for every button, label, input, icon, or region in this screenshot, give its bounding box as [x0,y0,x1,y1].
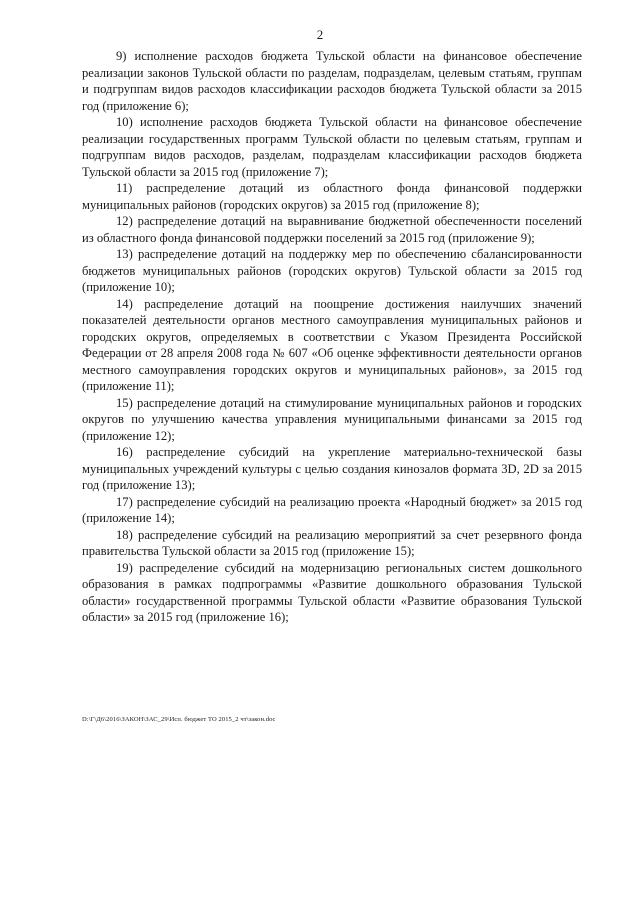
document-body [82,48,582,626]
list-item-15: 15) распределение дотаций на стимулирование муниципальных районов и городских округов по улучшению качества управления муниципальными финансами за 2015 год (приложение 12); [82,395,582,443]
list-item-12: 12) распределение дотаций на выравнивание бюджетной обеспеченности поселений из областного фонда финансовой поддержки поселений за 2015 год (приложение 9); [82,214,582,245]
file-path-footer: D:\Г\Д6\2016\ЗАКОН\ЗАС_29\Исп. бюджет ТО 2015_2 чт\закон.doc [82,716,276,723]
list-item-16: 16) распределение субсидий на укрепление материально-технической базы муниципальных учреждений культуры с целью создания кинозалов формата 3D, 2D за 2015 год (приложение 13); [82,445,582,492]
list-item-10: 10) исполнение расходов бюджета Тульской области на финансовое обеспечение реализации государственных программ Тульской области по целевым статьям, группам и подгруппам видов расходов, разделам, подразделам классификации расходов бюджета Тульской области за 2015 год (приложение 7); [82,115,582,179]
list-item-19: 19) распределение субсидий на модернизацию региональных систем дошкольного образования в рамках подпрограммы «Развитие дошкольного образования Тульской области» государственной программы Тульской области «Развитие образования Тульской области» за 2015 год (приложение 16); [82,560,582,624]
list-item-18: 18) распределение субсидий на реализацию мероприятий за счет резервного фонда правительства Тульской области за 2015 год (приложение 15); [82,527,582,558]
list-item-17: 17) распределение субсидий на реализацию проекта «Народный бюджет» за 2015 год (приложение 14); [82,494,582,525]
list-item-9: 9) исполнение расходов бюджета Тульской области на финансовое обеспечение реализации законов Тульской области по разделам, подразделам, целевым статьям, группам и подгруппам видов расходов классификации расходов бюджета Тульской области за 2015 год (приложение 6); [82,49,582,113]
list-item-13: 13) распределение дотаций на поддержку мер по обеспечению сбалансированности бюджетов муниципальных районов (городских округов) Тульской области за 2015 год (приложение 10); [82,247,582,294]
list-item-14: 14) распределение дотаций на поощрение достижения наилучших значений показателей деятельности органов местного самоуправления муниципальных районов и городских округов, определяемых в соответствии с Указом Президента Российской Федерации от 28 апреля 2008 года № 607 «Об оценке эффективности деятельности органов местного самоуправления городских округов и муниципальных районов», за 2015 год (приложение 11); [82,296,582,393]
page-number: 2 [316,27,324,42]
list-item-11: 11) распределение дотаций из областного фонда финансовой поддержки муниципальных районов (городских округов) за 2015 год (приложение 8); [82,181,582,212]
